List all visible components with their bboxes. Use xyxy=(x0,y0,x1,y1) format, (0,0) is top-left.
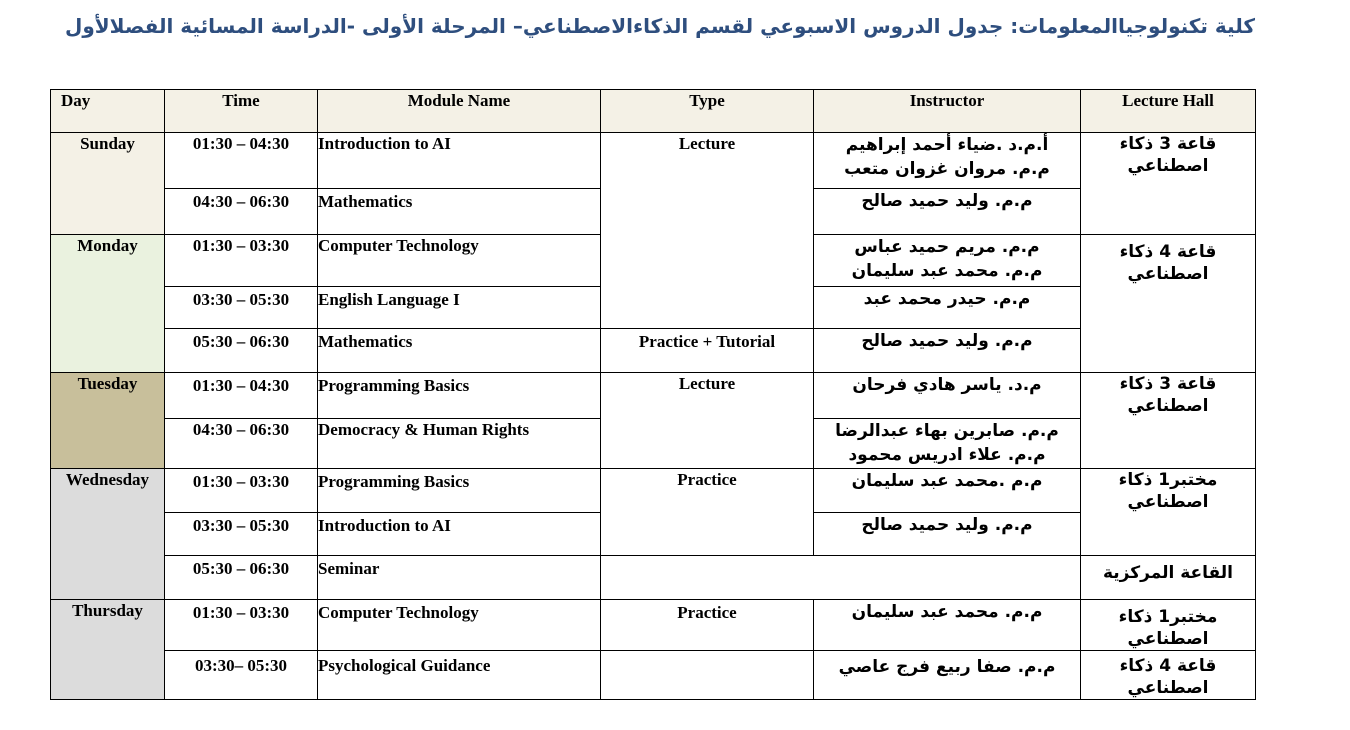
module-cell: Computer Technology xyxy=(318,600,601,651)
time-cell: 01:30 – 04:30 xyxy=(165,373,318,419)
header-type: Type xyxy=(601,90,814,133)
instructor-name: م.م. حيدر محمد عبد xyxy=(863,289,1031,309)
day-thursday: Thursday xyxy=(51,600,165,700)
instructor-name: م.م. صابرين بهاء عبدالرضا xyxy=(835,421,1059,441)
instructor-cell xyxy=(814,235,1081,287)
day-wednesday: Wednesday xyxy=(51,469,165,600)
page-title: كلية تكنولوجياالمعلومات: جدول الدروس الاسبوعي لقسم الذكاءالاصطناعي– المرحلة الأولى -الدراسة المسائية الفصلالأول xyxy=(65,14,1255,38)
instructor-name: م.م .محمد عبد سليمان xyxy=(851,471,1043,491)
instructor-name: م.م. وليد حميد صالح xyxy=(861,331,1033,351)
hall-cell: القاعة المركزية xyxy=(1081,556,1256,600)
table-row xyxy=(51,600,1256,651)
time-cell: 04:30 – 06:30 xyxy=(165,419,318,469)
empty-cell xyxy=(601,556,1081,600)
time-cell: 05:30 – 06:30 xyxy=(165,556,318,600)
type-cell: Practice + Tutorial xyxy=(601,329,814,373)
module-cell: English Language I xyxy=(318,287,601,329)
header-module: Module Name xyxy=(318,90,601,133)
instructor-name: م.م. صفا ربيع فرج عاصي xyxy=(838,657,1056,677)
type-cell: Practice xyxy=(601,469,814,556)
table-row xyxy=(51,329,1256,373)
table-row xyxy=(51,133,1256,189)
instructor-name: م.م. مريم حميد عباس xyxy=(854,237,1040,257)
instructor-cell xyxy=(814,133,1081,189)
day-monday: Monday xyxy=(51,235,165,373)
instructor-name: م.م. علاء ادريس محمود xyxy=(848,445,1046,465)
time-cell: 01:30 – 03:30 xyxy=(165,235,318,287)
time-cell: 01:30 – 04:30 xyxy=(165,133,318,189)
module-cell: Democracy & Human Rights xyxy=(318,419,601,469)
instructor-name: م.م. وليد حميد صالح xyxy=(861,191,1033,211)
table-row xyxy=(51,469,1256,513)
header-row xyxy=(51,90,1256,133)
type-cell: Lecture xyxy=(601,133,814,329)
module-cell: Seminar xyxy=(318,556,601,600)
instructor-cell xyxy=(814,469,1081,513)
time-cell: 05:30 – 06:30 xyxy=(165,329,318,373)
time-cell: 03:30– 05:30 xyxy=(165,651,318,700)
instructor-name: م.م. محمد عبد سليمان xyxy=(851,261,1043,281)
empty-cell xyxy=(601,651,814,700)
module-cell: Programming Basics xyxy=(318,373,601,419)
type-cell: Lecture xyxy=(601,373,814,469)
instructor-cell xyxy=(814,373,1081,419)
table-row xyxy=(51,556,1256,600)
instructor-name: م.م. مروان غزوان متعب xyxy=(844,159,1050,179)
hall-cell: قاعة 4 ذكاء اصطناعي xyxy=(1081,235,1256,373)
instructor-name: م.د. ياسر هادي فرحان xyxy=(852,375,1042,395)
header-hall: Lecture Hall xyxy=(1081,90,1256,133)
instructor-name: م.م. محمد عبد سليمان xyxy=(851,602,1043,622)
module-cell: Computer Technology xyxy=(318,235,601,287)
module-cell: Mathematics xyxy=(318,189,601,235)
module-cell: Psychological Guidance xyxy=(318,651,601,700)
hall-cell: قاعة 3 ذكاء اصطناعي xyxy=(1081,133,1256,235)
module-cell: Programming Basics xyxy=(318,469,601,513)
time-cell: 03:30 – 05:30 xyxy=(165,287,318,329)
table-row xyxy=(51,651,1256,700)
instructor-cell xyxy=(814,651,1081,700)
instructor-cell xyxy=(814,189,1081,235)
time-cell: 04:30 – 06:30 xyxy=(165,189,318,235)
instructor-name: م.م. وليد حميد صالح xyxy=(861,515,1033,535)
instructor-cell xyxy=(814,513,1081,556)
module-cell: Mathematics xyxy=(318,329,601,373)
time-cell: 01:30 – 03:30 xyxy=(165,469,318,513)
hall-cell: قاعة 3 ذكاء اصطناعي xyxy=(1081,373,1256,469)
day-sunday: Sunday xyxy=(51,133,165,235)
hall-cell: مختبر1 ذكاء اصطناعي xyxy=(1081,469,1256,556)
instructor-cell xyxy=(814,600,1081,651)
type-cell: Practice xyxy=(601,600,814,651)
instructor-cell xyxy=(814,287,1081,329)
module-cell: Introduction to AI xyxy=(318,513,601,556)
time-cell: 03:30 – 05:30 xyxy=(165,513,318,556)
day-tuesday: Tuesday xyxy=(51,373,165,469)
module-cell: Introduction to AI xyxy=(318,133,601,189)
time-cell: 01:30 – 03:30 xyxy=(165,600,318,651)
instructor-cell xyxy=(814,329,1081,373)
hall-cell: قاعة 4 ذكاء اصطناعي xyxy=(1081,651,1256,700)
header-instructor: Instructor xyxy=(814,90,1081,133)
hall-cell: مختبر1 ذكاء اصطناعي xyxy=(1081,600,1256,651)
table-row xyxy=(51,373,1256,419)
header-time: Time xyxy=(165,90,318,133)
instructor-name: أ.م.د .ضياء أحمد إبراهيم xyxy=(845,135,1049,155)
header-day: Day xyxy=(51,90,165,133)
instructor-cell xyxy=(814,419,1081,469)
schedule-table xyxy=(50,89,1256,700)
